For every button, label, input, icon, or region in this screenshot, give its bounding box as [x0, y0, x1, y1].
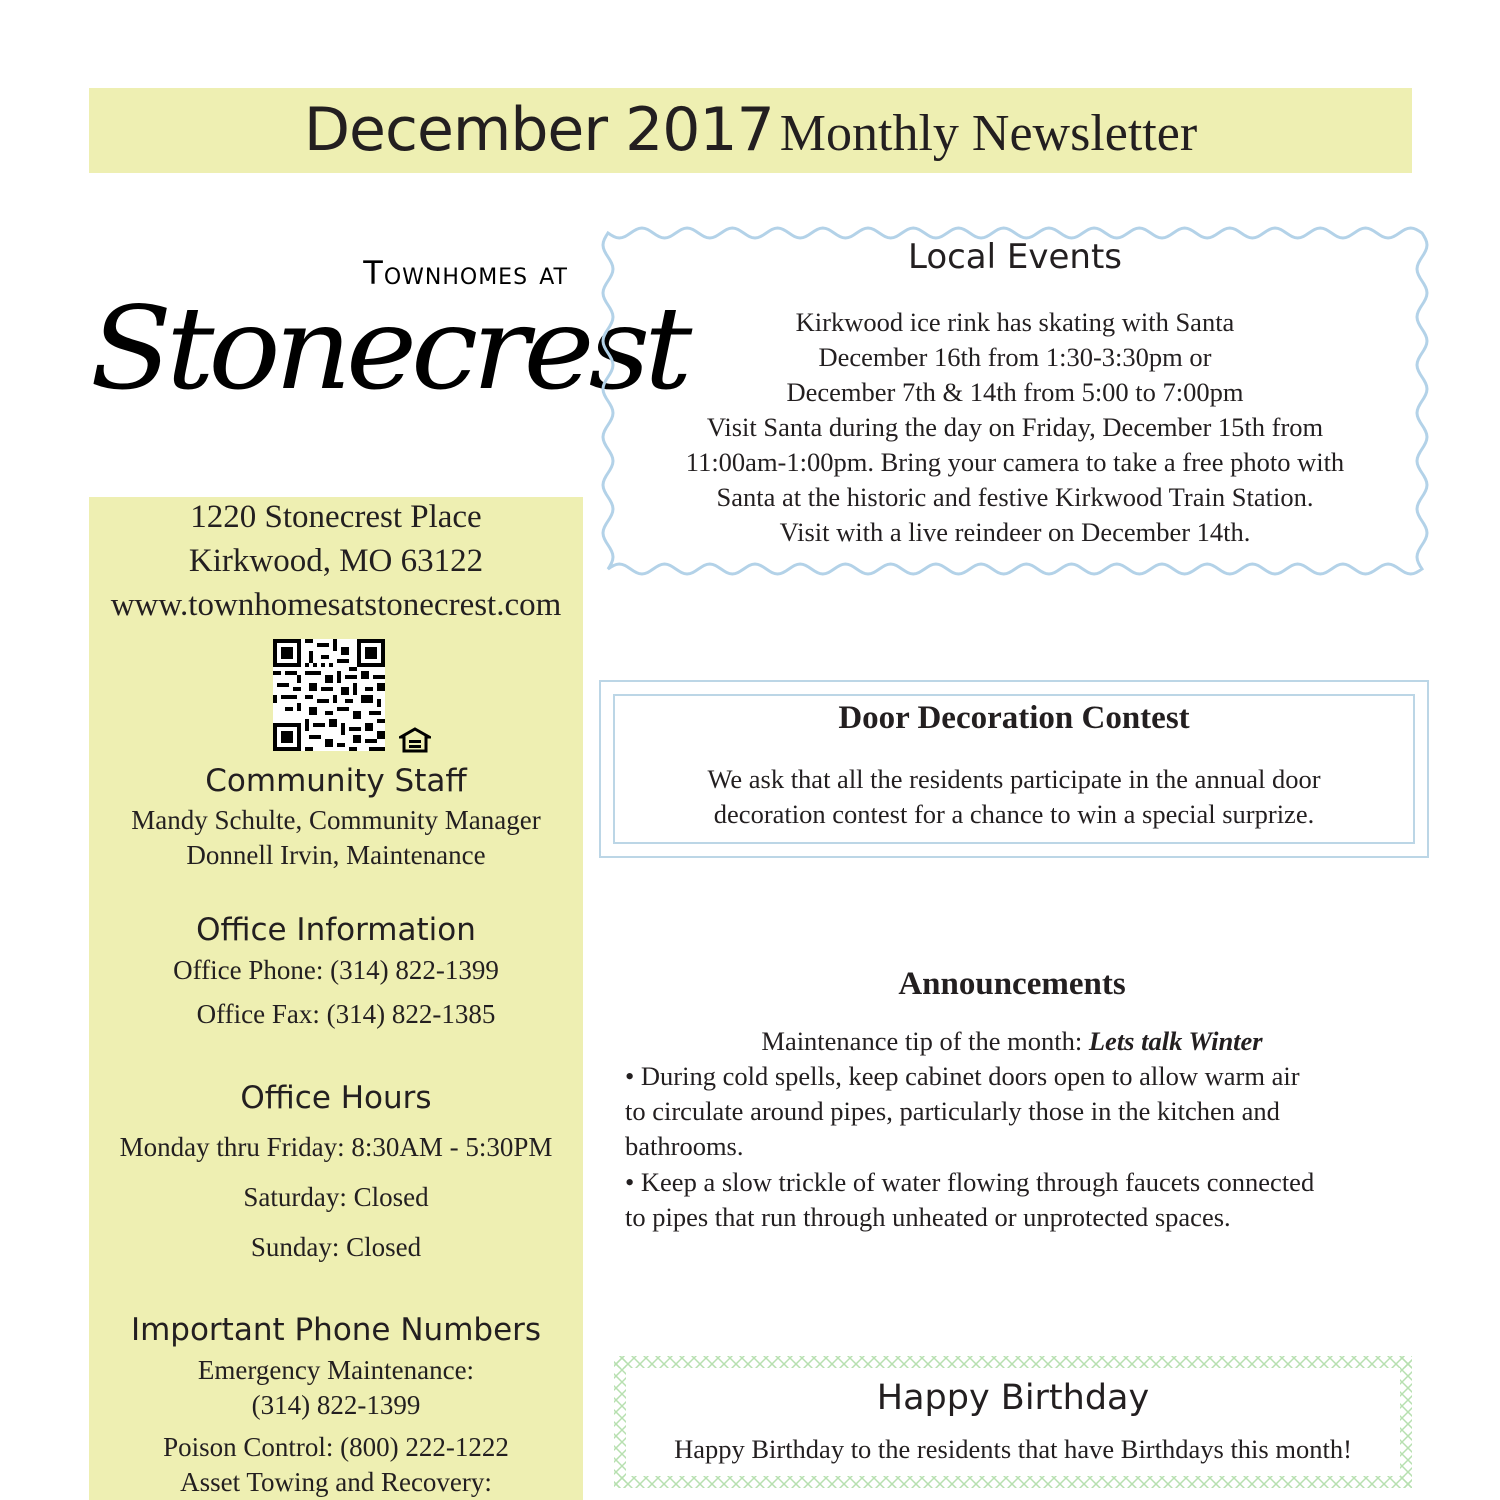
logo-top-line: Townhomes at	[363, 254, 568, 292]
phones-heading: Important Phone Numbers	[130, 1312, 542, 1348]
door-contest-line: We ask that all the residents participate in the annual door	[707, 764, 1321, 794]
birthday-panel	[610, 1352, 1416, 1492]
birthday-text: Happy Birthday to the residents that have Birthdays this month!	[674, 1434, 1352, 1464]
local-events-panel	[600, 225, 1430, 577]
birthday-heading: Happy Birthday	[876, 1378, 1150, 1418]
announcement-line: to pipes that run through unheated or unprotected spaces.	[625, 1202, 1231, 1232]
phone-line: Poison Control: (800) 222-1222	[163, 1432, 509, 1462]
announcements-heading: Announcements	[898, 966, 1126, 1002]
office-hours-line: Sunday: Closed	[250, 1232, 422, 1262]
sidebar-contact-panel	[89, 497, 583, 1500]
address-line-2: Kirkwood, MO 63122	[188, 543, 484, 579]
staff-member: Donnell Irvin, Maintenance	[186, 840, 486, 870]
title-banner	[89, 88, 1412, 173]
local-events-line: 11:00am-1:00pm. Bring your camera to take a free photo with	[685, 447, 1345, 477]
phone-line: Emergency Maintenance:	[197, 1355, 475, 1385]
newsletter-subtitle: Monthly Newsletter	[779, 105, 1198, 162]
door-contest-heading: Door Decoration Contest	[838, 700, 1190, 736]
stonecrest-logo	[80, 250, 687, 420]
local-events-heading: Local Events	[907, 237, 1123, 277]
local-events-line: Kirkwood ice rink has skating with Santa	[795, 307, 1235, 337]
website-link[interactable]: www.townhomesatstonecrest.com	[110, 587, 562, 623]
announcement-line: • Keep a slow trickle of water flowing through faucets connected	[625, 1167, 1315, 1197]
office-hours-line: Saturday: Closed	[243, 1182, 429, 1212]
staff-heading: Community Staff	[205, 763, 467, 799]
lattice-frame	[610, 1352, 1416, 1492]
phone-line: Asset Towing and Recovery:	[180, 1467, 492, 1497]
equal-housing-opportunity-icon	[399, 727, 431, 753]
office-fax: Office Fax: (314) 822-1385	[196, 999, 496, 1029]
door-contest-panel	[599, 680, 1429, 858]
phone-line: (314) 822-1399	[251, 1390, 421, 1420]
office-info-heading: Office Information	[196, 912, 476, 948]
local-events-line: Santa at the historic and festive Kirkwood Train Station.	[716, 482, 1314, 512]
local-events-line: Visit with a live reindeer on December 14th.	[779, 517, 1251, 547]
door-contest-line: decoration contest for a chance to win a special surprize.	[713, 799, 1315, 829]
office-hours-line: Monday thru Friday: 8:30AM - 5:30PM	[119, 1132, 553, 1162]
tip-topic: Lets talk Winter	[1088, 1026, 1263, 1056]
tip-prefix: Maintenance tip of the month:	[761, 1026, 1089, 1056]
address-line-1: 1220 Stonecrest Place	[190, 499, 482, 535]
announcement-line: bathrooms.	[625, 1131, 744, 1161]
office-phone: Office Phone: (314) 822-1399	[173, 955, 499, 985]
local-events-line: December 16th from 1:30-3:30pm or	[818, 342, 1212, 372]
maintenance-tip	[612, 1026, 1412, 1057]
office-hours-heading: Office Hours	[240, 1080, 432, 1116]
announcement-line: to circulate around pipes, particularly those in the kitchen and	[625, 1096, 1280, 1126]
announcements-panel	[612, 958, 1412, 1258]
qr-code[interactable]	[273, 639, 385, 751]
local-events-line: Visit Santa during the day on Friday, December 15th from	[706, 412, 1324, 442]
newsletter-month-year: December 2017	[303, 95, 774, 165]
announcement-line: • During cold spells, keep cabinet doors open to allow warm air	[625, 1061, 1300, 1091]
logo-script-name: Stonecrest	[90, 283, 687, 416]
local-events-line: December 7th & 14th from 5:00 to 7:00pm	[786, 377, 1244, 407]
staff-member: Mandy Schulte, Community Manager	[131, 805, 541, 835]
